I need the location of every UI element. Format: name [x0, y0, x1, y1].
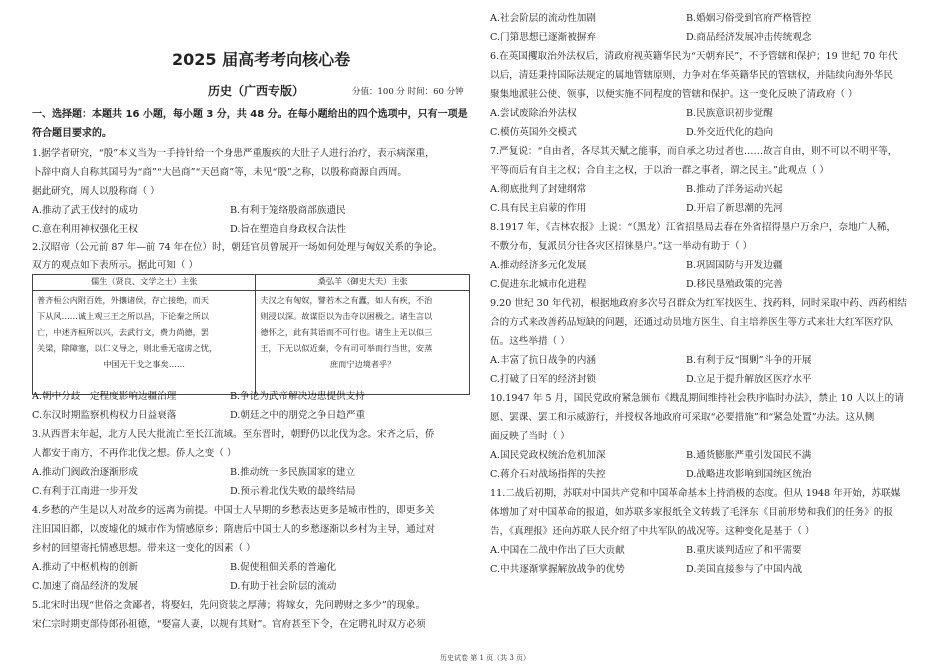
cell-line: 下从风……诚上观三王之所以昌，下论秦之所以: [37, 310, 209, 321]
question-text: 注旧国旧都，以废墟化的城市作为情感原乡；隋唐后中国士人的乡愁逐渐以乡村为主导，通过对: [32, 524, 435, 535]
option-b[interactable]: B.推动了洋务运动兴起: [686, 184, 783, 195]
question-text: 宋仁宗时期吏部侍郎孙祖德，“娶富人妻，以规有其财”。官府甚至下令，在定聘礼时双方必须: [32, 619, 426, 630]
option-c[interactable]: C.打破了日军的经济封锁: [490, 374, 596, 385]
option-a[interactable]: A.推动经济多元化发展: [490, 260, 587, 271]
cell-line: 中国无干戈之事矣……: [103, 358, 186, 369]
option-c[interactable]: C.门第思想已逐渐被摒弃: [490, 32, 596, 43]
question-text: 伍。这些举措（ ）: [490, 336, 570, 347]
question-text: 6.在英国攫取治外法权后，清政府视英籍华民为“天朝弃民”，不予管辖和保护；19 世纪 70 年代: [490, 51, 898, 62]
option-a[interactable]: A.推动了武王伐纣的成功: [32, 205, 138, 216]
question-text: 平等而后有自主之权；合自主之权，于以治一群之事者，谓之民主。”此观点（ ）: [490, 165, 829, 176]
cell-line: 普齐桓公内附百姓，外攘诸侯，存亡接绝，而天: [37, 295, 209, 305]
option-c[interactable]: C.蒋介石对战场指挥的失控: [490, 469, 606, 480]
question-text: 4.乡愁的产生是以人对故乡的远离为前提。中国士人早期的乡愁表达更多是城市性的，即更多关: [32, 505, 435, 516]
cell-line: 关梁，除障塞，以仁义导之，则北垂无寇虏之忧，: [37, 342, 218, 353]
cell-line: 庶而宁边境者乎？: [329, 358, 396, 369]
table-header-confucian: 儒生（贤良、文学之士）主张: [33, 275, 256, 291]
option-c[interactable]: C.中共逐渐掌握解放战争的优势: [490, 564, 625, 575]
page-footer: 历史试卷 第 1 页（共 3 页）: [440, 654, 531, 662]
option-c[interactable]: C.有利于江南进一步开发: [32, 486, 138, 497]
question-text: 乡村的回望寄托情感思想。带来这一变化的因素（ ）: [32, 543, 256, 554]
option-c[interactable]: C.东汉时期监察机构权力日益衰落: [32, 410, 177, 421]
option-c[interactable]: C.加速了商品经济的发展: [32, 581, 138, 592]
cell-line: 王，下无以似近秦，令有司可举而行当世，安蒸: [260, 342, 433, 353]
option-a[interactable]: A.社会阶层的流动性加剧: [490, 13, 596, 24]
exam-title: 2025 届高考考向核心卷: [172, 50, 351, 69]
table-header-sang-hongyang: 桑弘羊（御史大夫）主张: [256, 275, 470, 291]
question-text: 合的方式来改善药品短缺的问题，还通过动员地方医生、自主培养医生等方式来壮大红军医疗队: [490, 317, 893, 328]
option-d[interactable]: D.预示着北伐失败的最终结局: [230, 486, 356, 497]
question-text: 人都安于南方，不再作北伐之想。侨人之变（ ）: [32, 448, 237, 459]
question-text: 愿、罢课、罢工和示威游行，并授权各地政府可采取“必要措施”和“紧急处置”办法。这从侧: [490, 412, 875, 423]
question-text: 3.从西晋末年起，北方人民大批流亡至长江流域。至东晋时，朝野仍以北伐为念。宋齐之后，侨: [32, 429, 435, 440]
option-c[interactable]: C.促进东北城市化进程: [490, 279, 587, 290]
option-b[interactable]: B.婚姻习俗受到官府严格管控: [686, 13, 812, 24]
confucian-view-cell: [33, 291, 256, 395]
option-d[interactable]: D.朝廷之中的朋党之争日趋严重: [230, 410, 366, 421]
option-d[interactable]: D.战略进攻影响到国统区统治: [686, 469, 812, 480]
option-b[interactable]: B.争论为武帝解决边患提供支持: [230, 391, 365, 402]
question-text: 卜辞中商人自称其国号为“商”“大邑商”“天邑商”等，未见“殷”之称，以殷称商源自西周。: [32, 167, 408, 178]
option-d[interactable]: D.有助于社会阶层的流动: [230, 581, 337, 592]
cell-line: 亡，中述齐桓所以兴，去武行文，费力尚德，罢: [37, 326, 209, 337]
option-c[interactable]: C.模仿英国外交模式: [490, 127, 577, 138]
sang-view-cell: [256, 291, 470, 395]
option-a[interactable]: A.丰富了抗日战争的内涵: [490, 355, 596, 366]
question-text: 8.1917 年，《吉林农报》上说：“（黑龙）江省招垦局去春在外省招得垦户万余户，奈地广人稀，: [490, 222, 897, 233]
option-b[interactable]: B.巩固国防与开发边疆: [686, 260, 783, 271]
question-text: 1.据学者研究，“殷”本义当为一手持针给一个身患严重腹疾的大肚子人进行治疗，表示病深重，: [32, 148, 435, 159]
question-text: 告，《真理报》还向苏联人民介绍了中共军队的战况等。这种变化是基于（ ）: [490, 526, 815, 537]
option-d[interactable]: D.商品经济发展冲击传统观念: [686, 32, 812, 43]
cell-line: 夫汉之有匈奴，譬若木之有蠹，如人有疾，不治: [260, 295, 433, 305]
option-a[interactable]: A.国民党政权统治危机加深: [490, 450, 606, 461]
score-time: 分值：100 分 时间：60 分钟: [352, 87, 464, 97]
option-b[interactable]: B.有利于笼络殷商部族遗民: [230, 205, 346, 216]
question-text: 双方的观点如下表所示。据此可知（ ）: [32, 260, 199, 271]
question-text: 面反映了当时（ ）: [490, 431, 570, 442]
option-b[interactable]: B.民族意识初步觉醒: [686, 108, 773, 119]
question-text: 体增加了对中国革命的报道，如苏联多家报纸全文转载了毛泽东《目前形势和我们的任务》的报: [490, 507, 893, 518]
option-a[interactable]: A.彻底批判了封建纲常: [490, 184, 587, 195]
option-d[interactable]: D.外交近代化的趋向: [686, 127, 774, 138]
option-b[interactable]: B.促使租佃关系的普遍化: [230, 562, 337, 573]
question-text: 以后，清廷秉持国际法规定的属地管辖原则，力争对在华英籍华民的管辖权，并陆续向海外华民: [490, 70, 893, 81]
subject-title: 历史（广西专版）: [208, 84, 305, 98]
question-text: 7.严复说：“自由者，各尽其天赋之能事，而自承之功过者也……故言自由，则不可以不明平等，: [490, 146, 898, 157]
question-text: 11.二战后初期，苏联对中国共产党和中国革命基本上持消极的态度。但从 1948 年开始，苏联媒: [490, 488, 901, 499]
option-b[interactable]: B.有利于反“围剿”斗争的开展: [686, 355, 812, 366]
option-a[interactable]: A.尝试废除治外法权: [490, 108, 577, 119]
option-a[interactable]: A.中国在二战中作出了巨大贡献: [490, 545, 625, 556]
option-d[interactable]: D.美国直接参与了中国内战: [686, 564, 802, 575]
question-text: 2.汉昭帝（公元前 87 年—前 74 年在位）时，朝廷官员曾展开一场如何处理与匈奴关系的争论。: [32, 242, 443, 253]
option-a[interactable]: A.推动门阀政治逐渐形成: [32, 467, 138, 478]
option-d[interactable]: D.移民垦殖政策的完善: [686, 279, 783, 290]
question-text: 据此研究，周人以殷称商（ ）: [32, 186, 160, 197]
option-d[interactable]: D.立足于提升解放区医疗水平: [686, 374, 812, 385]
question-text: 9.20 世纪 30 年代初，根据地政府多次号召群众为红军找医生、找药料，同时采取中药、西药相结: [490, 298, 907, 309]
cell-line: 则浸以深。故谋臣以为击夺以困极之。诸生言以: [260, 310, 433, 321]
option-d[interactable]: D.旨在塑造自身政权合法性: [230, 224, 346, 235]
question-text: 聚集地派驻公使、领事，以便实施不同程度的管辖和保护。这一变化反映了清政府（ ）: [490, 89, 858, 100]
section-heading-cont: 符合题目要求的。: [32, 128, 112, 139]
option-d[interactable]: D.开启了新思潮的先河: [686, 203, 783, 214]
section-heading: 一、选择题：本题共 16 小题，每小题 3 分，共 48 分。在每小题给出的四个选项中，只有一项是: [32, 109, 468, 120]
option-a[interactable]: A.推动了中枢机构的创新: [32, 562, 138, 573]
option-b[interactable]: B.重庆谈判适应了和平需要: [686, 545, 802, 556]
option-c[interactable]: C.意在利用神权强化王权: [32, 224, 138, 235]
question-text: 10.1947 年 5 月，国民党政府紧急颁布《戡乱期间维持社会秩序临时办法》，禁止 10 人以上的请: [490, 393, 904, 404]
question-text: 不敷分布，复派员分往各灾区招徕垦户。”这一举动有助于（ ）: [490, 241, 753, 252]
option-c[interactable]: C.具有民主启蒙的作用: [490, 203, 587, 214]
viewpoints-table: [32, 274, 470, 395]
option-a[interactable]: A.朝中分歧一定程度影响边疆治理: [32, 391, 177, 402]
option-b[interactable]: B.推动统一多民族国家的建立: [230, 467, 356, 478]
option-b[interactable]: B.通货膨胀严重引发国民不满: [686, 450, 812, 461]
cell-line: 德怀之，此有其语而不可行也。诸生上无以似三: [260, 326, 433, 337]
question-text: 5.北宋时出现“世俗之贪鄙者，将娶妇，先问资装之厚薄；将嫁女，先问聘财之多少”的现象。: [32, 600, 426, 611]
